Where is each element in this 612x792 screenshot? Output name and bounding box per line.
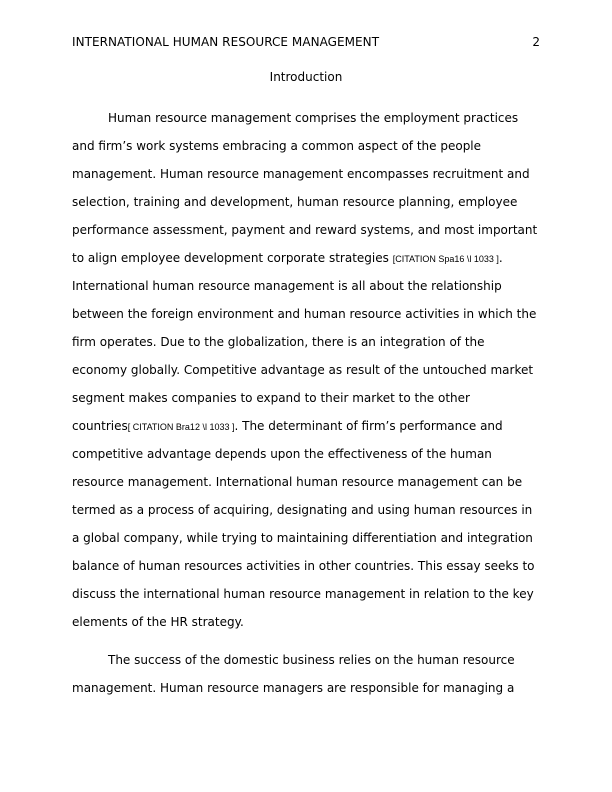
text-line: performance assessment, payment and reward systems, and most important <box>72 223 538 237</box>
text-line: termed as a process of acquiring, designating and using human resources in <box>72 503 533 517</box>
paragraph-spacer <box>72 636 540 646</box>
text-line: management. Human resource management encompasses recruitment and <box>72 167 530 181</box>
paragraph-1 <box>72 104 540 636</box>
text-line: firm operates. Due to the globalization, there is an integration of the <box>72 335 485 349</box>
citation-field: [ CITATION Bra12 \l 1033 ] <box>127 422 235 432</box>
text-segment: to align employee development corporate strategies <box>72 251 393 265</box>
running-header <box>72 35 540 53</box>
text-segment: . <box>498 251 503 265</box>
text-line: between the foreign environment and human resource activities in which the <box>72 307 537 321</box>
section-heading: Introduction <box>269 70 343 84</box>
header-title: INTERNATIONAL HUMAN RESOURCE MANAGEMENT <box>72 35 380 49</box>
text-line: competitive advantage depends upon the effectiveness of the human <box>72 447 492 461</box>
text-line <box>72 244 540 272</box>
text-line: Human resource management comprises the employment practices <box>108 111 519 125</box>
text-line: elements of the HR strategy. <box>72 615 244 629</box>
paragraph-2 <box>72 646 540 702</box>
text-segment: countries <box>72 419 128 433</box>
text-line: selection, training and development, human resource planning, employee <box>72 195 518 209</box>
text-line: The success of the domestic business relies on the human resource <box>108 653 515 667</box>
text-line: a global company, while trying to maintaining differentiation and integration <box>72 531 533 545</box>
text-line: balance of human resources activities in other countries. This essay seeks to <box>72 559 535 573</box>
text-line: resource management. International human resource management can be <box>72 475 523 489</box>
text-line: segment makes companies to expand to their market to the other <box>72 391 470 405</box>
text-line <box>72 412 540 440</box>
text-line: economy globally. Competitive advantage as result of the untouched market <box>72 363 534 377</box>
text-line: International human resource management is all about the relationship <box>72 279 502 293</box>
citation-field: [CITATION Spa16 \l 1033 ] <box>392 254 499 264</box>
page-number: 2 <box>532 35 540 49</box>
text-line: discuss the international human resource management in relation to the key <box>72 587 534 601</box>
text-segment: . The determinant of firm’s performance and <box>234 419 503 433</box>
text-line: and firm’s work systems embracing a common aspect of the people <box>72 139 482 153</box>
text-line: management. Human resource managers are responsible for managing a <box>72 681 515 695</box>
body-text <box>72 104 540 702</box>
